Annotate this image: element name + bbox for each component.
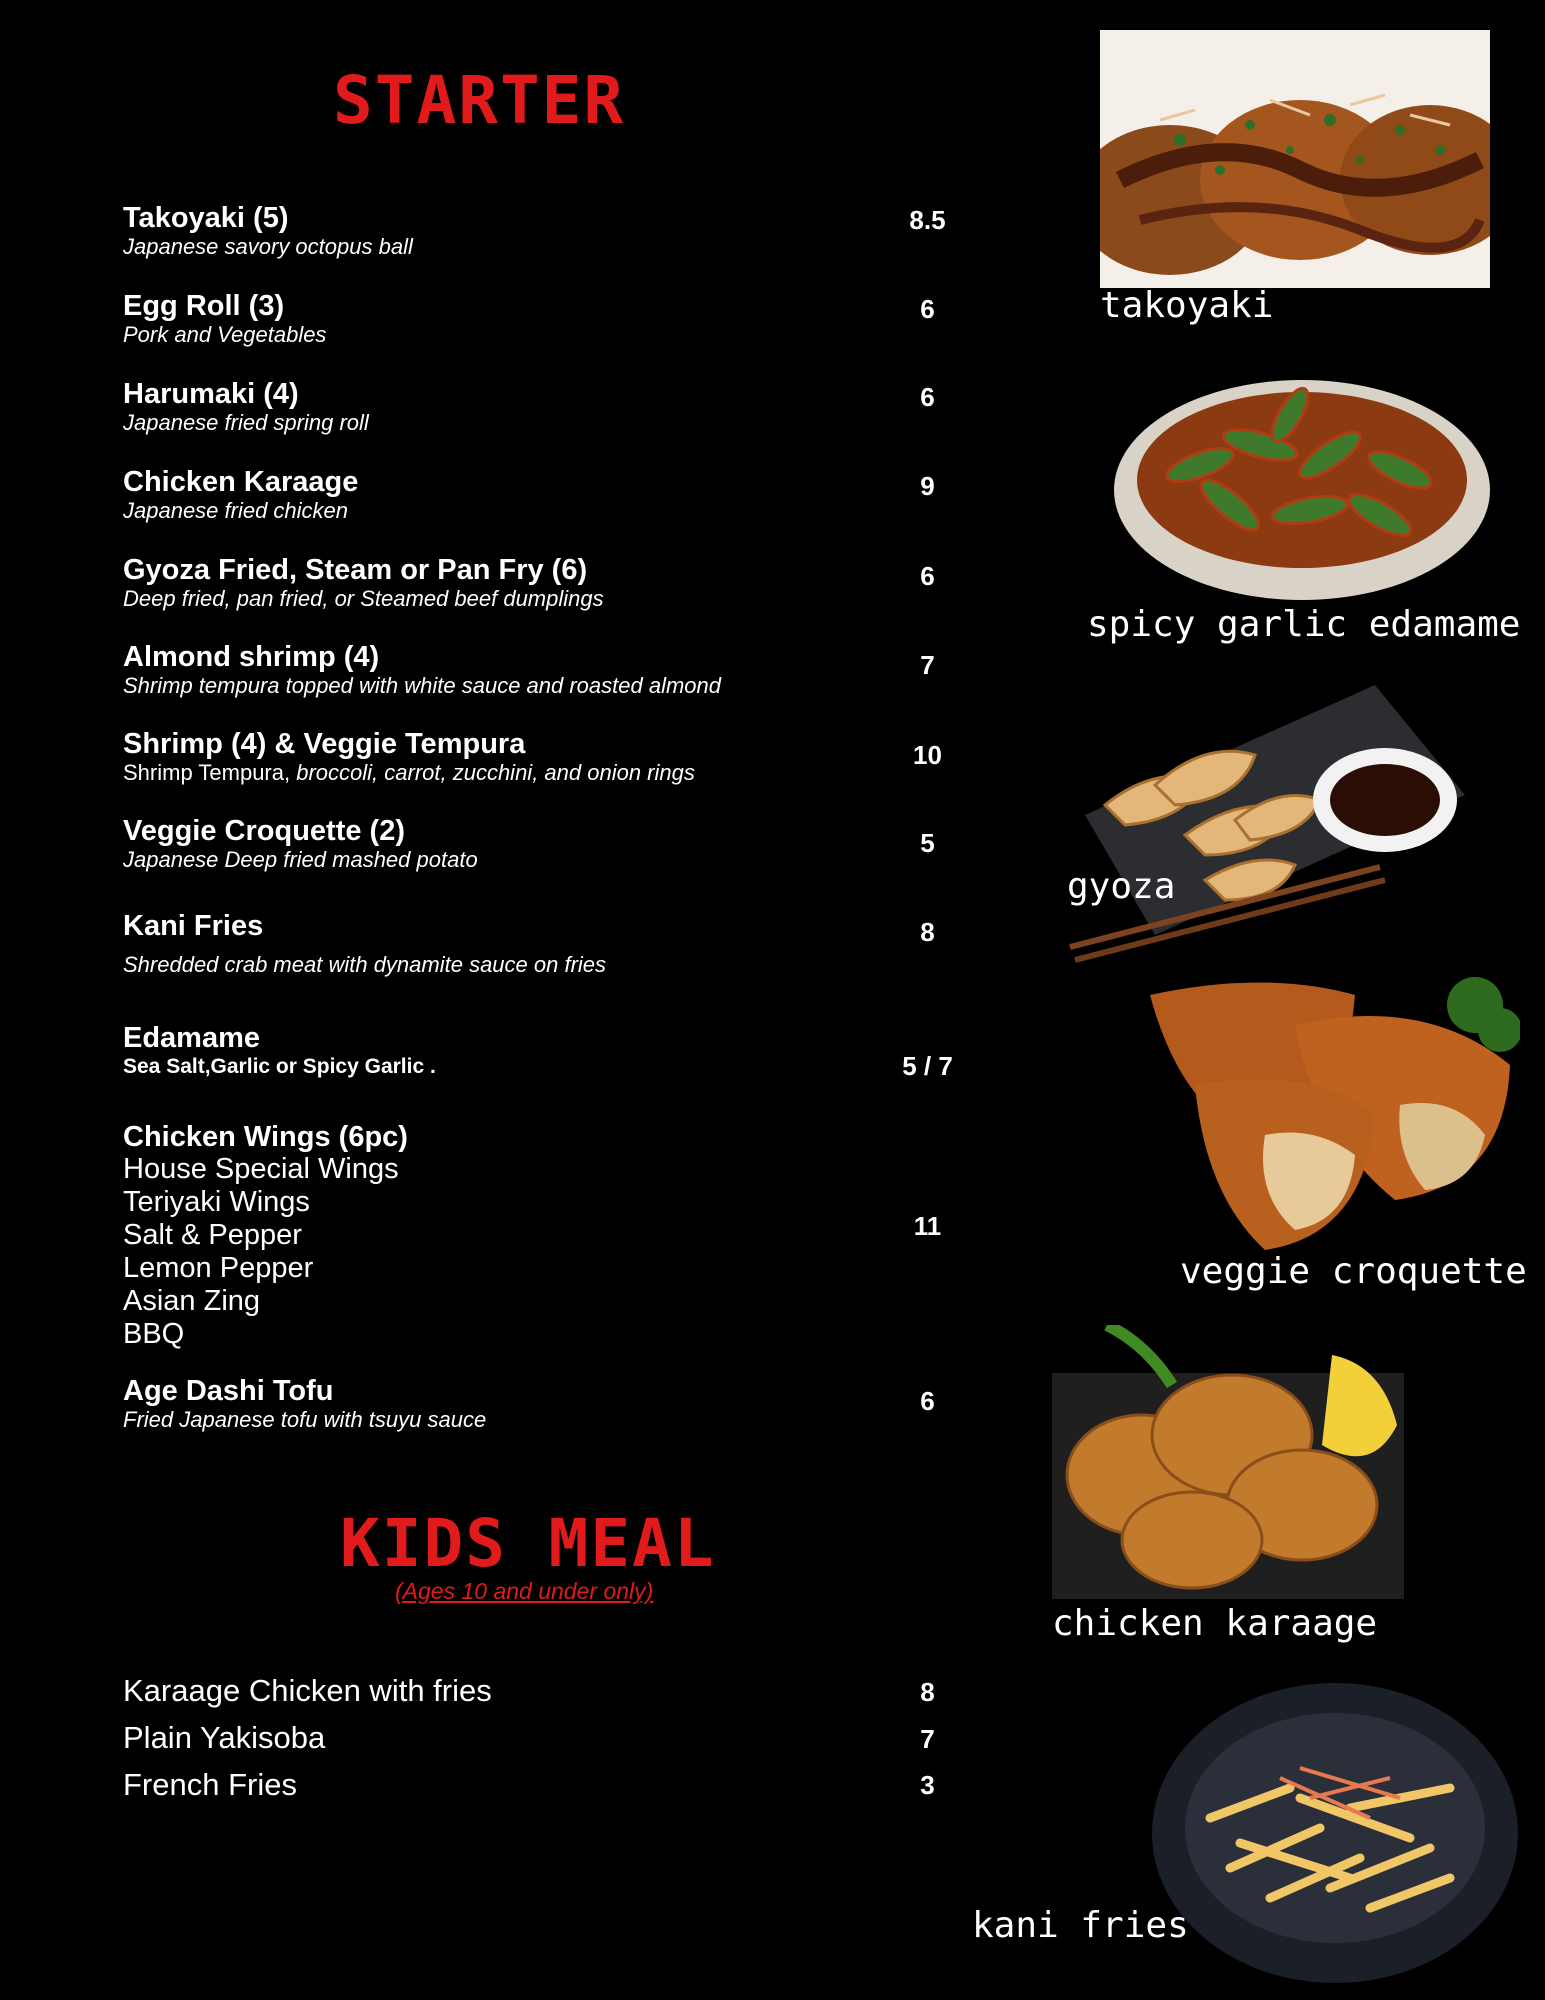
item-name: Gyoza Fried, Steam or Pan Fry (6) [123, 554, 588, 586]
menu-item-veggie-croquette [123, 815, 943, 873]
menu-item-chicken-karaage [123, 466, 943, 524]
item-name: Kani Fries [123, 910, 264, 942]
wing-option: Salt & Pepper [123, 1219, 302, 1251]
wing-option: BBQ [123, 1318, 185, 1350]
item-price: 8 [920, 917, 935, 947]
kids-item-name: Plain Yakisoba [123, 1720, 326, 1755]
item-description: Japanese fried chicken [123, 498, 349, 523]
menu-item-takoyaki [123, 202, 943, 260]
item-description: Japanese savory octopus ball [123, 234, 413, 259]
edamame-caption: spicy garlic edamame [1087, 604, 1521, 645]
item-price: 6 [920, 382, 935, 412]
item-price: 6 [920, 294, 935, 324]
item-name: Egg Roll (3) [123, 290, 285, 322]
menu-item-harumaki [123, 378, 943, 436]
starter-heading: STARTER [333, 62, 626, 139]
wing-option: Lemon Pepper [123, 1252, 314, 1284]
item-description-italic: broccoli, carrot, zucchini, and onion rings [296, 760, 695, 785]
item-price: 8.5 [909, 205, 946, 235]
item-price: 5 / 7 [902, 1051, 953, 1081]
item-description: Deep fried, pan fried, or Steamed beef dumplings [123, 586, 604, 611]
item-description: Shredded crab meat with dynamite sauce on fries [123, 952, 607, 977]
takoyaki-photo [1100, 30, 1490, 288]
item-price: 10 [913, 740, 942, 770]
kani-fries-photo [1150, 1678, 1520, 1983]
takoyaki-caption: takoyaki [1100, 285, 1274, 326]
wing-option: Teriyaki Wings [123, 1186, 310, 1218]
menu-item-egg-roll [123, 290, 943, 348]
kani-fries-caption: kani fries [972, 1905, 1189, 1946]
item-description: Sea Salt,Garlic or Spicy Garlic . [123, 1055, 436, 1078]
item-description-plain: Shrimp Tempura, [123, 760, 297, 785]
item-price: 11 [913, 1211, 942, 1241]
item-description [123, 760, 943, 786]
item-price: 5 [920, 828, 935, 858]
menu-item-shrimp-veggie-tempura [123, 728, 943, 786]
croquette-caption: veggie croquette [1180, 1251, 1527, 1292]
item-name: Almond shrimp (4) [123, 641, 380, 673]
menu-item-kani-fries [123, 910, 943, 978]
gyoza-caption: gyoza [1067, 866, 1176, 907]
item-name: Veggie Croquette (2) [123, 815, 405, 847]
menu-item-edamame [123, 1022, 943, 1080]
item-name: Chicken Karaage [123, 466, 359, 498]
croquette-photo [1145, 975, 1520, 1253]
item-name: Shrimp (4) & Veggie Tempura [123, 728, 526, 760]
karaage-caption: chicken karaage [1052, 1603, 1378, 1644]
menu-item-almond-shrimp [123, 641, 943, 699]
gyoza-photo [1045, 685, 1470, 970]
item-name: Edamame [123, 1022, 261, 1054]
kids-item-price: 7 [920, 1724, 935, 1754]
item-description: Japanese fried spring roll [123, 410, 369, 435]
karaage-photo [1052, 1325, 1404, 1599]
menu-item-age-dashi-tofu [123, 1375, 943, 1433]
kids-item-price: 8 [920, 1677, 935, 1707]
item-description: Shrimp tempura topped with white sauce and roasted almond [123, 673, 722, 698]
kids-item-name: French Fries [123, 1767, 297, 1802]
item-name: Age Dashi Tofu [123, 1375, 334, 1407]
item-description: Pork and Vegetables [123, 322, 327, 347]
wing-option: House Special Wings [123, 1153, 399, 1185]
item-description: Fried Japanese tofu with tsuyu sauce [123, 1407, 487, 1432]
item-name: Chicken Wings (6pc) [123, 1121, 408, 1153]
wing-option: Asian Zing [123, 1285, 261, 1317]
kids-meal-age-note: (Ages 10 and under only) [395, 1578, 654, 1604]
edamame-photo [1110, 355, 1495, 605]
item-description: Japanese Deep fried mashed potato [123, 847, 478, 872]
item-name: Takoyaki (5) [123, 202, 289, 234]
menu-item-gyoza [123, 554, 943, 612]
kids-item-price: 3 [920, 1770, 935, 1800]
kids-item-name: Karaage Chicken with fries [123, 1673, 492, 1708]
menu-item-chicken-wings [123, 1121, 943, 1351]
kids-meal-heading: KIDS MEAL [340, 1505, 716, 1582]
item-price: 6 [920, 1386, 935, 1416]
item-price: 7 [920, 650, 935, 680]
item-price: 6 [920, 561, 935, 591]
item-name: Harumaki (4) [123, 378, 299, 410]
item-price: 9 [920, 471, 935, 501]
